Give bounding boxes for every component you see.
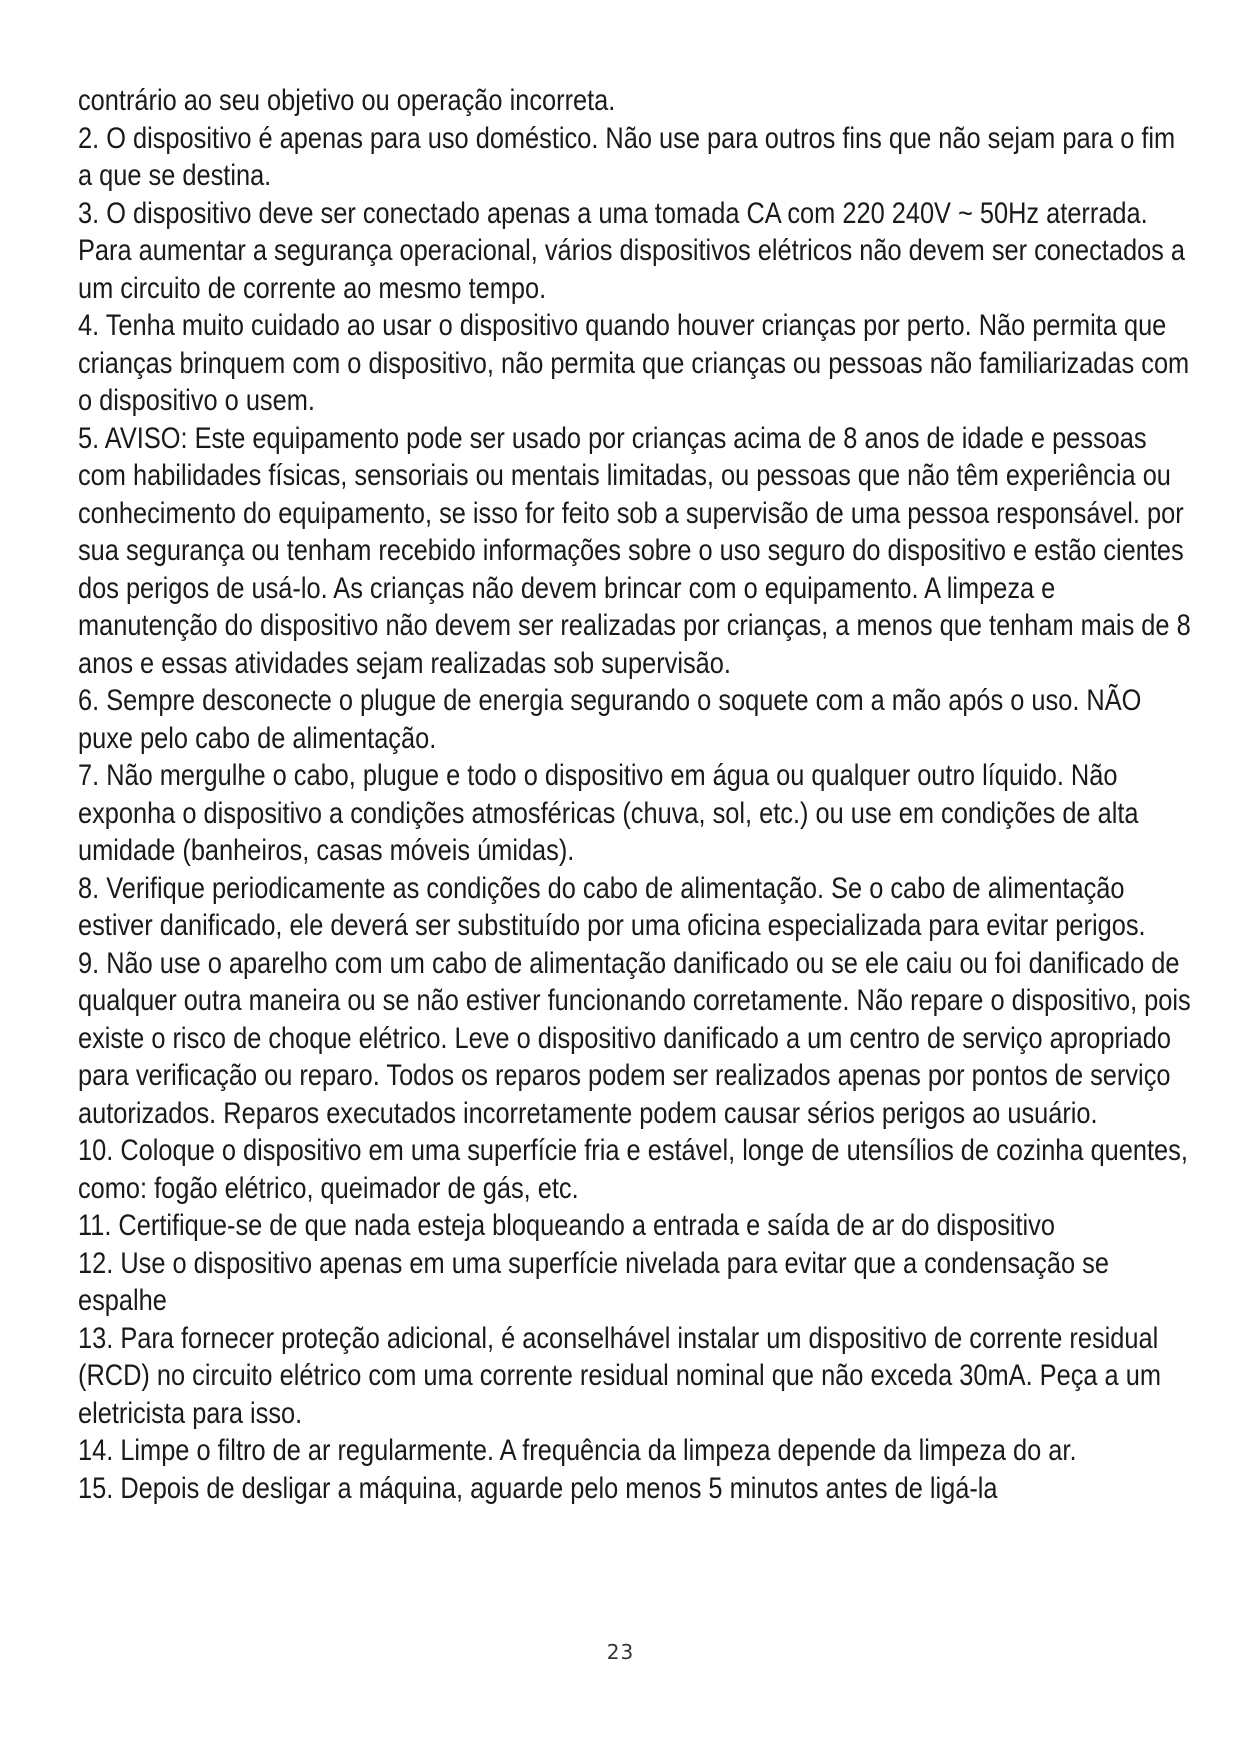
paragraph-item-13: 13. Para fornecer proteção adicional, é aconselhável instalar um dispositivo de corrente residual (RCD) no circuito elétrico com uma corrente residual nominal que não exceda 30mA. Peça a um eletricista para isso. bbox=[78, 1321, 1161, 1430]
paragraph-item-6: 6. Sempre desconecte o plugue de energia segurando o soquete com a mão após o uso. NÃO puxe pelo cabo de alimentação. bbox=[78, 684, 1142, 755]
paragraph-item-15: 15. Depois de desligar a máquina, aguarde pelo menos 5 minutos antes de ligá-la bbox=[78, 1471, 998, 1505]
paragraph-item-10: 10. Coloque o dispositivo em uma superfície fria e estável, longe de utensílios de cozinha quentes, como: fogão elétrico, queimador de gás, etc. bbox=[78, 1134, 1188, 1205]
paragraph-item-7: 7. Não mergulhe o cabo, plugue e todo o dispositivo em água ou qualquer outro líquido. Não exponha o dispositivo a condições atmosféricas (chuva, sol, etc.) ou use em condições de alta umidade (banheiros, casas móveis úmidas). bbox=[78, 759, 1139, 867]
paragraph-item-11: 11. Certifique-se de que nada esteja bloqueando a entrada e saída de ar do dispositivo bbox=[78, 1209, 1055, 1242]
paragraph-item-9: 9. Não use o aparelho com um cabo de alimentação danificado ou se ele caiu ou foi danificado de qualquer outra maneira ou se não estiver funcionando corretamente. Não repare o dispositivo, pois existe o risco de choque elétrico. Leve o dispositivo danificado a um centro de serviço apropriado para verificação ou reparo. Todos os reparos podem ser realizados apenas por pontos de serviço autorizados. Reparos executados incorretamente podem causar sérios perigos ao usuário. bbox=[78, 946, 1191, 1130]
paragraph-item-5: 5. AVISO: Este equipamento pode ser usado por crianças acima de 8 anos de idade e pessoas com habilidades físicas, sensoriais ou mentais limitadas, ou pessoas que não têm experiência ou conhecimento do equipamento, se isso for feito sob a supervisão de uma pessoa responsável. por sua segurança ou tenham recebido informações sobre o uso seguro do dispositivo e estão cientes dos perigos de usá-lo. As crianças não devem brincar com o equipamento. A limpeza e manutenção do dispositivo não devem ser realizadas por crianças, a menos que tenham mais de 8 anos e essas atividades sejam realizadas sob supervisão. bbox=[78, 421, 1191, 680]
paragraph-item-8: 8. Verifique periodicamente as condições do cabo de alimentação. Se o cabo de alimentação estiver danificado, ele deverá ser substituído por uma oficina especializada para evitar perigos. bbox=[78, 871, 1146, 942]
paragraph-item-4: 4. Tenha muito cuidado ao usar o dispositivo quando houver crianças por perto. Não permita que crianças brinquem com o dispositivo, não permita que crianças ou pessoas não familiarizadas com o dispositivo o usem. bbox=[78, 309, 1190, 417]
paragraph-item-12: 12. Use o dispositivo apenas em uma superfície nivelada para evitar que a condensação se espalhe bbox=[78, 1246, 1109, 1317]
paragraph-continuation: contrário ao seu objetivo ou operação incorreta. bbox=[78, 84, 616, 117]
paragraph-item-14: 14. Limpe o filtro de ar regularmente. A frequência da limpeza depende da limpeza do ar. bbox=[78, 1434, 1077, 1467]
paragraph-item-2: 2. O dispositivo é apenas para uso doméstico. Não use para outros fins que não sejam para o fim a que se destina. bbox=[78, 121, 1176, 192]
paragraph-item-3: 3. O dispositivo deve ser conectado apenas a uma tomada CA com 220 240V ~ 50Hz aterrada. Para aumentar a segurança operacional, vários dispositivos elétricos não devem ser conectados a um circuito de corrente ao mesmo tempo. bbox=[78, 196, 1186, 305]
page-number: 23 bbox=[606, 1640, 635, 1664]
body-text bbox=[78, 82, 1196, 1507]
